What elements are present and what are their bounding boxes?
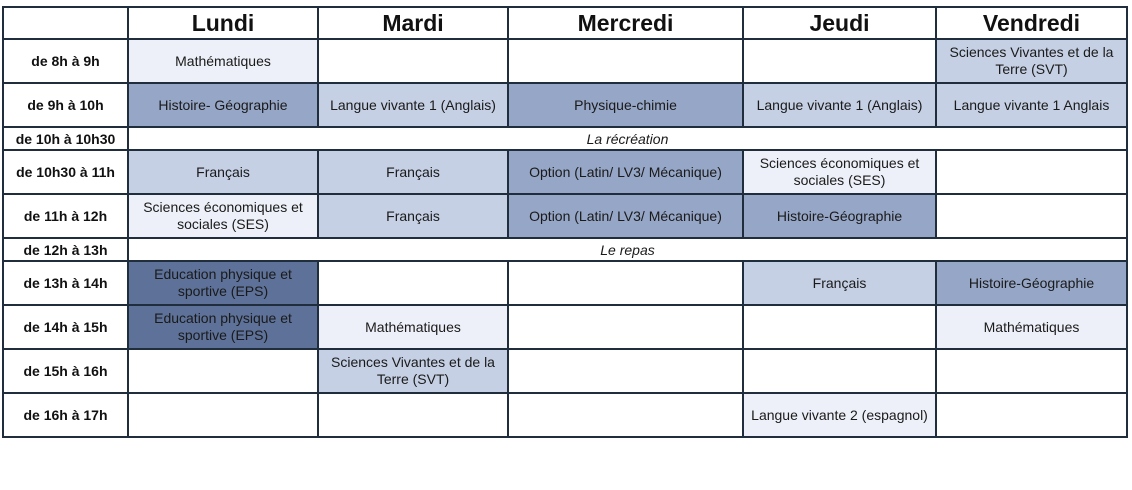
course-cell-vendredi: Histoire-Géographie [936,261,1127,305]
course-cell-lundi: Mathématiques [128,39,318,83]
course-cell-vendredi [936,194,1127,238]
time-slot-label: de 9h à 10h [3,83,128,127]
time-slot-label: de 10h30 à 11h [3,150,128,194]
course-cell-jeudi: Langue vivante 1 (Anglais) [743,83,936,127]
timetable-row [3,39,1127,83]
time-slot-label: de 10h à 10h30 [3,127,128,150]
course-cell-vendredi: Langue vivante 1 Anglais [936,83,1127,127]
course-cell-lundi [128,349,318,393]
timetable-row [3,349,1127,393]
course-cell-mardi: Langue vivante 1 (Anglais) [318,83,508,127]
course-cell-mercredi [508,261,743,305]
course-cell-jeudi [743,39,936,83]
day-header-mercredi: Mercredi [508,7,743,39]
timetable-row [3,194,1127,238]
course-cell-mardi [318,393,508,437]
course-cell-mardi [318,261,508,305]
course-cell-mercredi [508,39,743,83]
course-cell-vendredi [936,349,1127,393]
break-cell: Le repas [128,238,1127,261]
timetable-row [3,393,1127,437]
day-header-vendredi: Vendredi [936,7,1127,39]
course-cell-mercredi: Physique-chimie [508,83,743,127]
course-cell-jeudi: Langue vivante 2 (espagnol) [743,393,936,437]
course-cell-jeudi: Histoire-Géographie [743,194,936,238]
time-slot-label: de 14h à 15h [3,305,128,349]
timetable-row [3,83,1127,127]
time-slot-label: de 11h à 12h [3,194,128,238]
course-cell-mercredi: Option (Latin/ LV3/ Mécanique) [508,150,743,194]
course-cell-jeudi: Sciences économiques et sociales (SES) [743,150,936,194]
course-cell-lundi [128,393,318,437]
day-header-lundi: Lundi [128,7,318,39]
timetable-row [3,305,1127,349]
header-corner [3,7,128,39]
course-cell-mardi: Français [318,150,508,194]
time-slot-label: de 8h à 9h [3,39,128,83]
course-cell-jeudi: Français [743,261,936,305]
course-cell-vendredi: Mathématiques [936,305,1127,349]
course-cell-lundi: Education physique et sportive (EPS) [128,261,318,305]
day-header-jeudi: Jeudi [743,7,936,39]
course-cell-mardi: Français [318,194,508,238]
time-slot-label: de 13h à 14h [3,261,128,305]
day-header-mardi: Mardi [318,7,508,39]
course-cell-mercredi [508,349,743,393]
time-slot-label: de 12h à 13h [3,238,128,261]
course-cell-lundi: Français [128,150,318,194]
timetable-row [3,127,1127,150]
course-cell-mercredi [508,393,743,437]
timetable-row [3,150,1127,194]
timetable-row [3,261,1127,305]
course-cell-mardi: Mathématiques [318,305,508,349]
timetable-row [3,238,1127,261]
course-cell-lundi: Histoire- Géographie [128,83,318,127]
course-cell-mercredi [508,305,743,349]
course-cell-lundi: Sciences économiques et sociales (SES) [128,194,318,238]
timetable [2,6,1128,438]
course-cell-lundi: Education physique et sportive (EPS) [128,305,318,349]
time-slot-label: de 16h à 17h [3,393,128,437]
course-cell-mardi [318,39,508,83]
course-cell-vendredi: Sciences Vivantes et de la Terre (SVT) [936,39,1127,83]
course-cell-jeudi [743,305,936,349]
time-slot-label: de 15h à 16h [3,349,128,393]
course-cell-vendredi [936,150,1127,194]
header-row [3,7,1127,39]
course-cell-mardi: Sciences Vivantes et de la Terre (SVT) [318,349,508,393]
course-cell-jeudi [743,349,936,393]
course-cell-mercredi: Option (Latin/ LV3/ Mécanique) [508,194,743,238]
course-cell-vendredi [936,393,1127,437]
break-cell: La récréation [128,127,1127,150]
